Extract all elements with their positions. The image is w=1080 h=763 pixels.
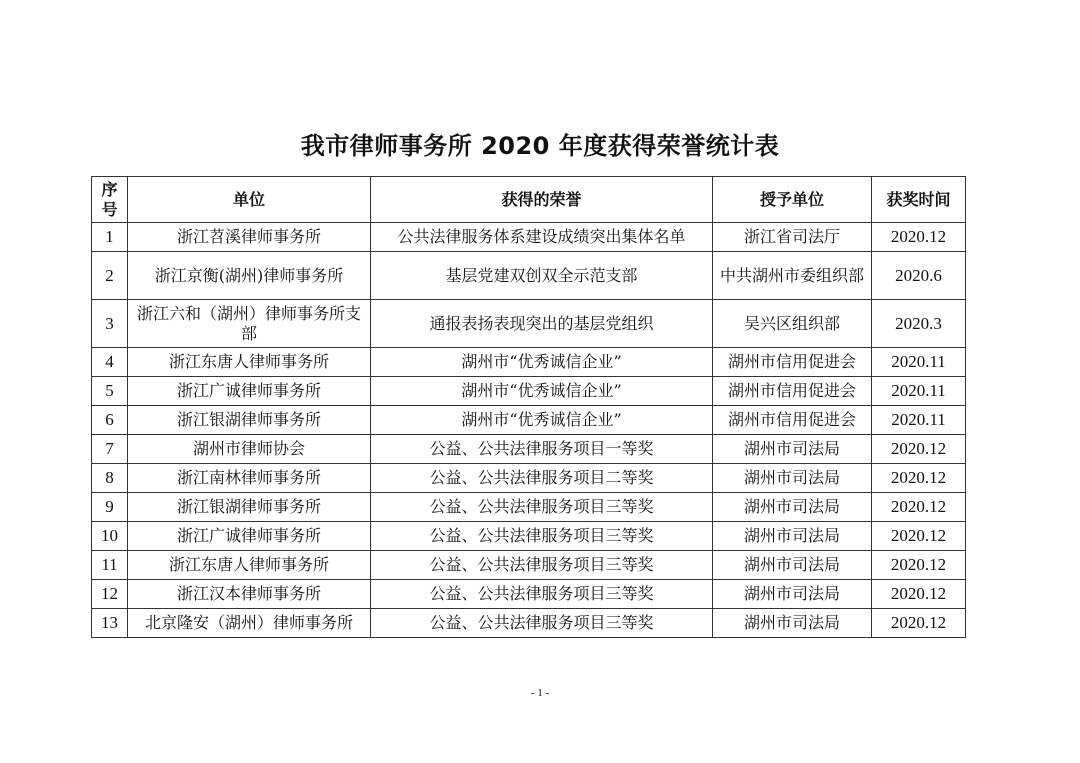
cell-time: 2020.6 (872, 252, 966, 300)
cell-time: 2020.12 (872, 223, 966, 252)
header-time: 获奖时间 (872, 177, 966, 223)
cell-seq: 12 (92, 580, 128, 609)
header-grantor: 授予单位 (713, 177, 872, 223)
cell-unit: 浙江汉本律师事务所 (128, 580, 371, 609)
cell-grantor: 湖州市司法局 (713, 435, 872, 464)
cell-seq: 4 (92, 348, 128, 377)
cell-unit: 湖州市律师协会 (128, 435, 371, 464)
cell-honor: 公益、公共法律服务项目二等奖 (371, 464, 713, 493)
table-row (92, 252, 966, 300)
cell-time: 2020.12 (872, 493, 966, 522)
cell-seq: 7 (92, 435, 128, 464)
cell-unit: 浙江六和（湖州）律师事务所支部 (128, 300, 371, 348)
cell-unit: 浙江东唐人律师事务所 (128, 551, 371, 580)
cell-time: 2020.12 (872, 464, 966, 493)
cell-unit: 浙江银湖律师事务所 (128, 493, 371, 522)
cell-time: 2020.12 (872, 609, 966, 638)
cell-time: 2020.12 (872, 522, 966, 551)
cell-honor: 湖州市“优秀诚信企业” (371, 348, 713, 377)
cell-unit: 浙江南林律师事务所 (128, 464, 371, 493)
cell-unit: 浙江苕溪律师事务所 (128, 223, 371, 252)
table-row (92, 580, 966, 609)
cell-seq: 2 (92, 252, 128, 300)
cell-honor: 通报表扬表现突出的基层党组织 (371, 300, 713, 348)
page-title: 我市律师事务所 2020 年度获得荣誉统计表 (300, 132, 780, 160)
cell-time: 2020.3 (872, 300, 966, 348)
cell-time: 2020.12 (872, 435, 966, 464)
table-row (92, 348, 966, 377)
cell-honor: 公共法律服务体系建设成绩突出集体名单 (371, 223, 713, 252)
cell-time: 2020.11 (872, 377, 966, 406)
table-row (92, 609, 966, 638)
cell-seq: 3 (92, 300, 128, 348)
cell-grantor: 湖州市司法局 (713, 522, 872, 551)
cell-honor: 公益、公共法律服务项目三等奖 (371, 580, 713, 609)
header-seq: 序号 (92, 177, 128, 223)
cell-grantor: 吴兴区组织部 (713, 300, 872, 348)
cell-honor: 公益、公共法律服务项目三等奖 (371, 609, 713, 638)
cell-seq: 5 (92, 377, 128, 406)
page-number: - 1 - (530, 687, 550, 699)
table-row (92, 522, 966, 551)
cell-unit: 浙江广诚律师事务所 (128, 377, 371, 406)
cell-unit: 北京隆安（湖州）律师事务所 (128, 609, 371, 638)
cell-time: 2020.12 (872, 551, 966, 580)
table-row (92, 223, 966, 252)
table-header-row (92, 177, 966, 223)
cell-unit: 浙江广诚律师事务所 (128, 522, 371, 551)
cell-honor: 湖州市“优秀诚信企业” (371, 406, 713, 435)
cell-honor: 公益、公共法律服务项目三等奖 (371, 551, 713, 580)
cell-grantor: 浙江省司法厅 (713, 223, 872, 252)
cell-grantor: 中共湖州市委组织部 (713, 252, 872, 300)
cell-honor: 公益、公共法律服务项目三等奖 (371, 493, 713, 522)
cell-seq: 6 (92, 406, 128, 435)
cell-grantor: 湖州市司法局 (713, 609, 872, 638)
cell-grantor: 湖州市信用促进会 (713, 406, 872, 435)
table-row (92, 464, 966, 493)
cell-grantor: 湖州市信用促进会 (713, 377, 872, 406)
cell-seq: 1 (92, 223, 128, 252)
cell-unit: 浙江东唐人律师事务所 (128, 348, 371, 377)
table-body (92, 223, 966, 638)
cell-honor: 公益、公共法律服务项目三等奖 (371, 522, 713, 551)
table-row (92, 493, 966, 522)
cell-seq: 9 (92, 493, 128, 522)
cell-seq: 8 (92, 464, 128, 493)
header-honor: 获得的荣誉 (371, 177, 713, 223)
cell-honor: 湖州市“优秀诚信企业” (371, 377, 713, 406)
table-row (92, 435, 966, 464)
cell-grantor: 湖州市司法局 (713, 493, 872, 522)
cell-seq: 13 (92, 609, 128, 638)
header-unit: 单位 (128, 177, 371, 223)
cell-grantor: 湖州市司法局 (713, 580, 872, 609)
cell-seq: 11 (92, 551, 128, 580)
cell-unit: 浙江京衡(湖州)律师事务所 (128, 252, 371, 300)
cell-time: 2020.11 (872, 406, 966, 435)
table-row (92, 377, 966, 406)
cell-grantor: 湖州市司法局 (713, 551, 872, 580)
honors-table (91, 176, 966, 638)
cell-time: 2020.11 (872, 348, 966, 377)
cell-grantor: 湖州市司法局 (713, 464, 872, 493)
table-row (92, 406, 966, 435)
cell-grantor: 湖州市信用促进会 (713, 348, 872, 377)
cell-unit: 浙江银湖律师事务所 (128, 406, 371, 435)
table-row (92, 300, 966, 348)
cell-honor: 基层党建双创双全示范支部 (371, 252, 713, 300)
cell-seq: 10 (92, 522, 128, 551)
cell-time: 2020.12 (872, 580, 966, 609)
cell-honor: 公益、公共法律服务项目一等奖 (371, 435, 713, 464)
table-row (92, 551, 966, 580)
